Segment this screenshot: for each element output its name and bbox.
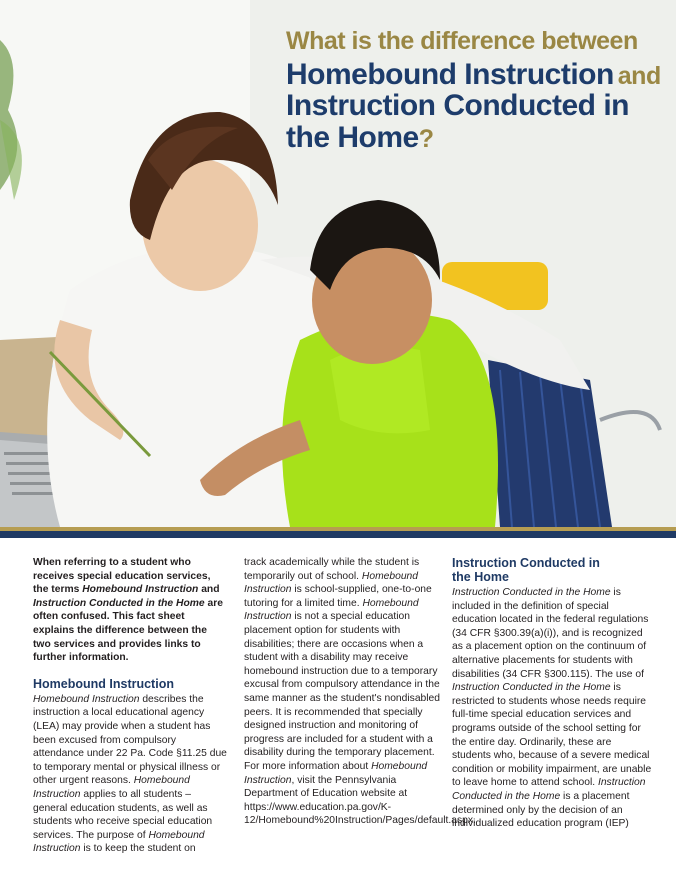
title-question-mark: ? [418, 125, 434, 154]
page-title [286, 28, 666, 154]
title-term-in-home-a: Instruction Conducted in [286, 89, 629, 123]
navy-divider [0, 531, 676, 538]
column-2 [244, 556, 476, 828]
homebound-paragraph-part-2: track academically while the student is temporarily out of school. Homebound Instruction is school-supplied, one-to-one tutoring for a limited time. Homebound Instruction is not a special education placement option for students with disabilities; there are occasions when a student with a disability may receive homebound instruction due to a temporary excusal from compulsory attendance in the same manner as the student's nondisabled peers. It is recommended that specially designed instruction and monitoring of progress are included for a student with a disability during the temporary placement. For more information about Homebound Instruction, visit the Pennsylvania Department of Education website at https://www.education.pa.gov/K-12/Homebound%20Instruction/Pages/default.aspx. [244, 557, 476, 827]
homebound-paragraph-part-1: Homebound Instruction describes the instruction a local educational agency (LEA) may provide when a student has been excused from compulsory attendance under 22 Pa. Code §11.25 due to temporary mental or physical illness or other urgent reasons. Homebound Instruction applies to all students – general education students, as well as students who receive special education services. The purpose of Homebound Instruction is to keep the student on [33, 693, 227, 855]
title-connector: and [617, 61, 661, 90]
column-1 [33, 556, 227, 856]
title-term-homebound: Homebound Instruction [286, 57, 614, 91]
in-home-paragraph: Instruction Conducted in the Home is included in the definition of special education located in the federal regulations (34 CFR §300.39(a)(i)), and is recognized as a placement option on the continuum of alternative placements for students with disabilities (34 CFR §300.115). The use of Instruction Conducted in the Home is restricted to students whose needs require full-time special education services and programs outside of the school setting for the entire day. Ordinarily, these are students who, because of a severe medical condition or mobility impairment, are unable to leave home to attend school. Instruction Conducted in the Home is a placement determined only by the decision of an individualized education program (IEP) [452, 587, 652, 830]
heading-instruction-conducted-in-home: Instruction Conducted in the Home [452, 556, 600, 584]
title-term-in-home-b: the Home [286, 121, 419, 155]
intro-paragraph: When referring to a student who receives special education services, the terms Homebound Instruction and Instruction Conducted in the Home are often confused. This fact sheet explains the difference between the two services and provides links to further information. [33, 557, 223, 664]
column-3 [452, 556, 652, 831]
heading-homebound-instruction: Homebound Instruction [33, 676, 174, 691]
title-question-lead: What is the difference between [286, 27, 638, 55]
